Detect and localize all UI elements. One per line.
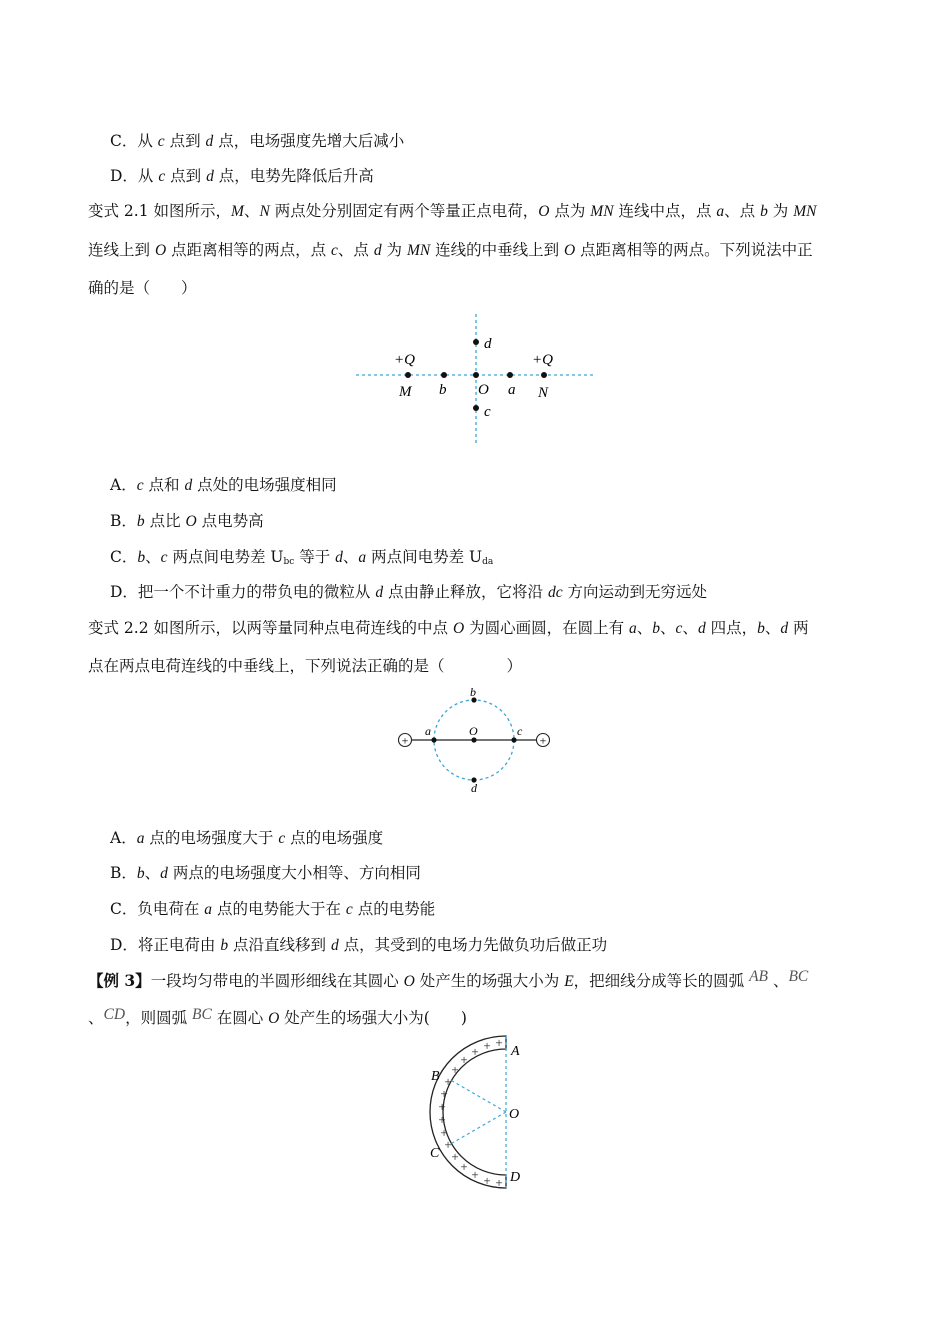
text: 连线中点，点	[613, 202, 717, 220]
text: B．	[110, 512, 137, 530]
svg-text:+: +	[495, 1035, 503, 1050]
text: A．	[110, 476, 137, 494]
text: 两	[788, 619, 809, 637]
text: 、	[145, 548, 161, 566]
label-charge-left: +Q	[394, 352, 415, 368]
var: dc	[547, 584, 563, 601]
svg-text:+: +	[460, 1052, 468, 1067]
point-a	[431, 737, 436, 742]
text: 点的电势能	[352, 900, 436, 918]
svg-text:+: +	[438, 1112, 446, 1127]
point-d	[473, 339, 479, 345]
option-d-prev	[110, 166, 374, 187]
var: c	[331, 242, 338, 259]
plus-signs	[438, 1035, 502, 1190]
text: 、	[764, 619, 781, 637]
text: 点距离相等的两点，点	[166, 241, 331, 259]
v22-figure	[392, 684, 562, 796]
text: 、	[144, 864, 161, 882]
text: 点到	[164, 132, 206, 150]
option-c-prev	[110, 131, 404, 152]
label-C: C	[430, 1146, 440, 1161]
subscript: da	[482, 557, 494, 567]
text: C．负电荷在	[110, 900, 205, 918]
var: N	[259, 203, 270, 220]
label-d: d	[471, 781, 477, 795]
text: C．	[110, 548, 138, 566]
var: O	[154, 242, 167, 259]
text: 、	[682, 619, 698, 637]
text: C．从	[110, 132, 158, 150]
var: b	[220, 937, 229, 954]
var: O	[564, 242, 576, 259]
var: c	[158, 168, 166, 185]
text: 点的电场强度大于	[144, 829, 279, 847]
ex3-stem-line1	[88, 968, 809, 992]
label-A: A	[511, 1044, 520, 1059]
text: 两点间电势差 U	[167, 548, 284, 566]
v21-stem-line1	[88, 201, 816, 222]
var: MN	[793, 203, 817, 220]
text: 点处的电场强度相同	[192, 476, 337, 494]
label-N: N	[538, 385, 549, 401]
var: c	[345, 901, 353, 918]
var: MN	[590, 203, 614, 220]
ex3-figure	[420, 1035, 540, 1190]
example-tag: 【例 3】	[88, 971, 151, 990]
text: 点为	[549, 202, 591, 220]
point-a	[507, 372, 513, 378]
radius-OB	[451, 1081, 506, 1113]
arc-CD: CD	[103, 1006, 126, 1023]
text: 四点，	[705, 619, 758, 637]
svg-text:+: +	[451, 1062, 459, 1077]
text: 在圆心	[211, 1009, 269, 1027]
arc-BC: BC	[192, 1006, 212, 1023]
var: MN	[406, 242, 431, 259]
text: 连线的中垂线上到	[430, 241, 565, 259]
text: 、	[768, 972, 789, 990]
svg-text:+: +	[451, 1149, 459, 1164]
var: M	[231, 203, 244, 220]
text: 、	[88, 1009, 104, 1027]
var: d	[184, 477, 193, 494]
text: 连线上到	[88, 241, 155, 259]
text: 变式 2.1 如图所示，	[88, 202, 232, 220]
text: D．把一个不计重力的带负电的微粒从	[110, 583, 376, 601]
text: 为圆心画圆，在圆上有	[464, 619, 629, 637]
var: d	[206, 168, 214, 185]
label-O: O	[478, 382, 489, 398]
point-c	[473, 405, 479, 411]
label-M: M	[399, 384, 412, 400]
svg-text:+: +	[440, 1125, 448, 1140]
label-a: a	[508, 382, 516, 398]
svg-text:+: +	[483, 1038, 491, 1053]
var: d	[160, 865, 168, 882]
text: 点的电场强度	[285, 829, 384, 847]
var: b	[137, 549, 146, 566]
point-O	[471, 737, 476, 742]
text: 两点间电势差 U	[366, 548, 483, 566]
var: b	[757, 620, 765, 637]
label-B: B	[431, 1069, 440, 1084]
svg-text:+: +	[495, 1175, 503, 1190]
svg-text:+: +	[438, 1099, 446, 1114]
var: a	[204, 901, 213, 918]
var: c	[278, 830, 286, 847]
var: d	[780, 620, 789, 637]
text: 处产生的场强大小为( )	[279, 1009, 467, 1027]
v22-option-a	[110, 828, 383, 849]
text: 、	[342, 548, 359, 566]
label-c: c	[517, 724, 523, 738]
var: a	[136, 830, 145, 847]
var: d	[373, 242, 382, 259]
var: b	[652, 620, 661, 637]
text: 为	[767, 202, 794, 220]
var: d	[205, 133, 214, 150]
text: 一段均匀带电的半圆形细线在其圆心	[150, 972, 404, 990]
text: 、点	[724, 202, 761, 220]
text: 点到	[165, 167, 207, 185]
text: 、	[243, 202, 260, 220]
v22-stem-line1	[88, 618, 809, 639]
label-a: a	[425, 724, 431, 738]
text: B．	[110, 864, 137, 882]
text: 点距离相等的两点。下列说法中正	[575, 241, 813, 259]
var: d	[375, 584, 384, 601]
v21-option-a	[110, 475, 337, 496]
var: c	[157, 133, 165, 150]
text: 点，电场强度先增大后减小	[213, 132, 405, 150]
point-b	[441, 372, 447, 378]
label-O: O	[509, 1107, 520, 1122]
var: d	[330, 937, 339, 954]
var: a	[629, 620, 637, 637]
text: 点电势高	[196, 512, 264, 530]
svg-text:+: +	[483, 1173, 491, 1188]
point-M	[405, 372, 411, 378]
text: 点的电势能大于在	[212, 900, 346, 918]
var: O	[268, 1010, 280, 1027]
text: D．从	[110, 167, 159, 185]
text: A．	[110, 829, 137, 847]
text: 点沿直线移到	[228, 936, 331, 954]
text: 点，其受到的电场力先做负功后做正功	[338, 936, 608, 954]
text: 两点处分别固定有两个等量正点电荷，	[269, 202, 539, 220]
v21-option-d	[110, 582, 707, 603]
var: b	[136, 513, 145, 530]
svg-text:+: +	[460, 1159, 468, 1174]
point-c	[511, 737, 516, 742]
text: 、点	[337, 241, 374, 259]
var: c	[675, 620, 683, 637]
var: O	[185, 513, 197, 530]
v21-option-c	[110, 547, 493, 572]
text: 两点的电场强度大小相等、方向相同	[167, 864, 421, 882]
var: O	[538, 203, 550, 220]
svg-text:+: +	[444, 1074, 452, 1089]
label-d: d	[484, 336, 492, 352]
label-D: D	[510, 1170, 521, 1185]
var: O	[403, 973, 415, 990]
label-b: b	[439, 382, 447, 398]
v21-stem-line3: 确的是（ ）	[88, 279, 197, 297]
var: d	[335, 549, 343, 566]
v21-figure	[350, 310, 600, 450]
var: b	[136, 865, 145, 882]
v21-stem-line2	[88, 240, 813, 261]
text: 处产生的场强大小为	[414, 972, 565, 990]
arc-AB: AB	[749, 968, 769, 985]
text: 等于	[294, 548, 336, 566]
point-O	[473, 372, 479, 378]
var: b	[760, 203, 768, 220]
text: D．将正电荷由	[110, 936, 221, 954]
text: ，把细线分成等长的圆弧	[573, 972, 750, 990]
v22-option-b	[110, 863, 421, 884]
var: E	[564, 973, 574, 990]
v22-option-d	[110, 935, 607, 956]
var: c	[136, 477, 144, 494]
text: 点，电势先降低后升高	[213, 167, 374, 185]
text: 为	[381, 241, 407, 259]
var: a	[716, 203, 725, 220]
v22-stem-line2: 点在两点电荷连线的中垂线上，下列说法正确的是（ ）	[88, 657, 523, 675]
text: ，则圆弧	[125, 1009, 192, 1027]
text: 点和	[143, 476, 185, 494]
label-O: O	[469, 724, 478, 738]
point-N	[541, 372, 547, 378]
ex3-stem-line2	[88, 1008, 467, 1029]
subscript: bc	[283, 557, 295, 567]
v22-option-c	[110, 899, 435, 920]
text: 点比	[144, 512, 186, 530]
var: O	[452, 620, 465, 637]
svg-text:+: +	[471, 1167, 479, 1182]
svg-text:+: +	[471, 1044, 479, 1059]
var: c	[160, 549, 168, 566]
text: 方向运动到无穷远处	[562, 583, 708, 601]
text: 点由静止释放，它将沿	[383, 583, 548, 601]
var: a	[358, 549, 367, 566]
v21-option-b	[110, 511, 264, 532]
label-charge-right: +Q	[532, 352, 553, 368]
svg-text:+: +	[440, 1086, 448, 1101]
arc-BC: BC	[788, 968, 809, 985]
charge-left-sign: +	[401, 733, 409, 748]
label-c: c	[484, 404, 491, 420]
text: 、	[636, 619, 653, 637]
label-b: b	[470, 685, 476, 699]
var: d	[697, 620, 706, 637]
text: 变式 2.2 如图所示，以两等量同种点电荷连线的中点	[88, 619, 453, 637]
radius-OC	[451, 1112, 506, 1144]
charge-right-sign: +	[539, 733, 547, 748]
text: 、	[660, 619, 676, 637]
svg-text:+: +	[444, 1137, 452, 1152]
